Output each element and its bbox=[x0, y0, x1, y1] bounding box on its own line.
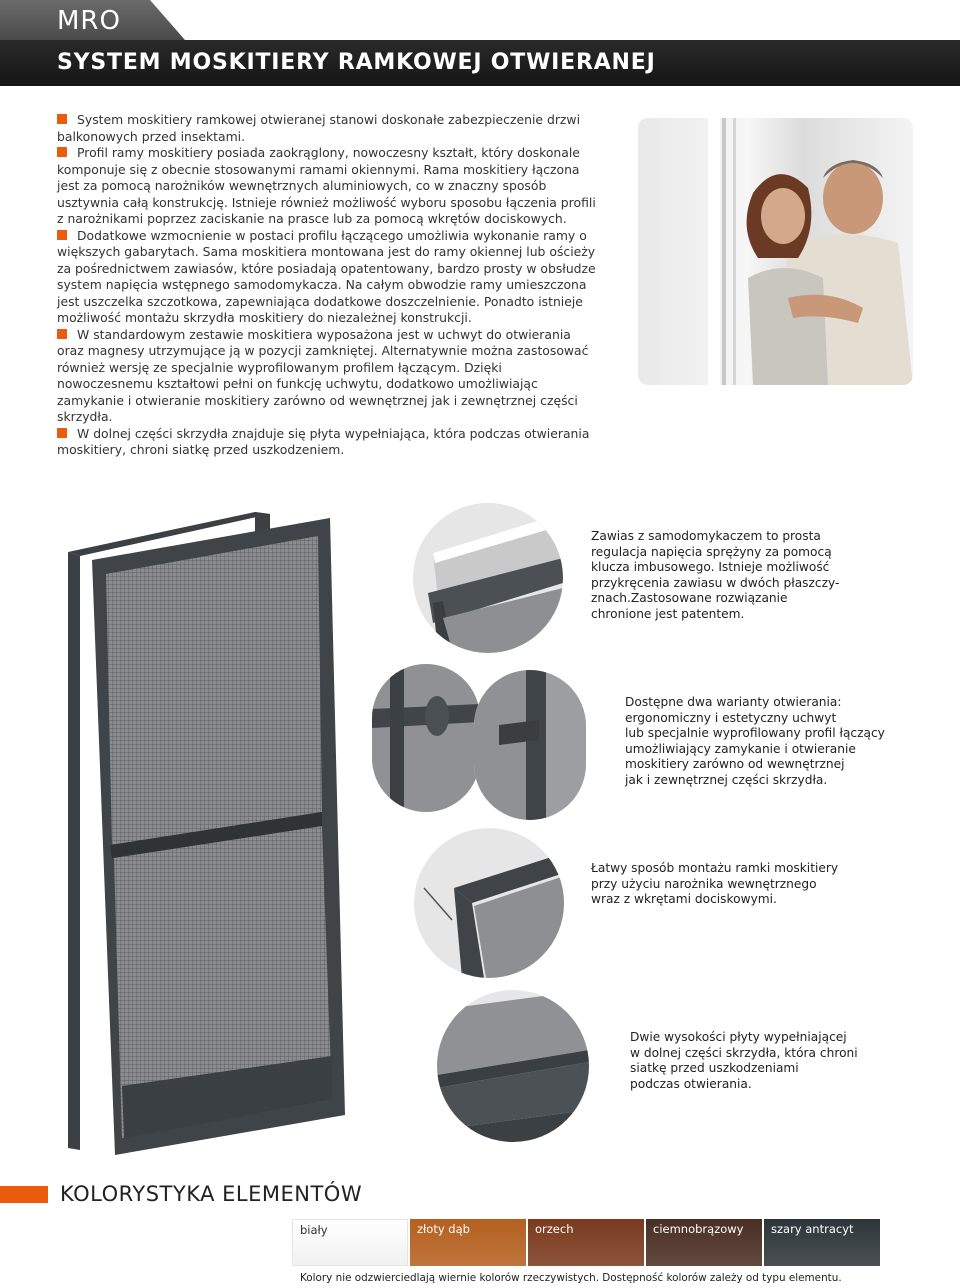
swatch-ciemnobrazowy bbox=[646, 1219, 762, 1266]
bullet-square-icon bbox=[57, 428, 67, 438]
bullet-square-icon bbox=[57, 147, 67, 157]
bullet-square-icon bbox=[57, 230, 67, 240]
filler-panel-caption: Dwie wysokości płyty wypełniającej w dolnej części skrzydła, która chroni siatkę przed uszkodzeniami podczas otwierania. bbox=[630, 1030, 858, 1091]
couple-photo bbox=[638, 118, 913, 385]
bullet-square-icon bbox=[57, 114, 67, 124]
hinge-drawing bbox=[413, 503, 563, 653]
handle-detail-image bbox=[372, 664, 480, 812]
intro-paragraph-3: Dodatkowe wzmocnienie w postaci profilu łączącego umożliwia wykonanie ramy o większych gabarytach. Sama moskitiera montowana jest do ramy okiennej lub ościeży za pośrednictwem zawiasów, które posiadają opatentowany, bardzo prosty w obsłudze system napięcia wstępnego samodomykacza. Na całym obwodzie ramy umieszczona jest uszczelka szczotkowa, zapewniająca dodatkowe doszczelnienie. Ponadto istnieje możliwość montażu skrzydła moskitiery do niezależnej konstrukcji. bbox=[57, 227, 596, 325]
swatch-orzech bbox=[528, 1219, 644, 1266]
section-accent-bar bbox=[0, 1186, 48, 1203]
colors-disclaimer: Kolory nie odzwierciedlają wiernie kolorów rzeczywistych. Dostępność kolorów zależy od typu elementu. bbox=[300, 1272, 842, 1284]
swatch-label: ciemnobrązowy bbox=[653, 1222, 744, 1236]
mosquito-door-illustration bbox=[40, 500, 365, 1160]
filler-panel-drawing bbox=[437, 990, 589, 1142]
corner-caption: Łatwy sposób montażu ramki moskitiery przy użyciu narożnika wewnętrznego wraz z wkrętami dociskowymi. bbox=[591, 861, 839, 907]
swatch-zloty-dab bbox=[410, 1219, 526, 1266]
intro-paragraph-4: W standardowym zestawie moskitiera wyposażona jest w uchwyt do otwierania oraz magnesy utrzymujące ją w pozycji zamkniętej. Alternatywnie można zastosować również wersję ze specjalnie wyprofilowanym profilem łączącym. Dzięki nowoczesnemu kształtowi pełni on funkcję uchwytu, dodatkowo umożliwiając zamykanie i otwieranie moskitiery zarówno od wewnętrznej jak i zewnętrznej części skrzydła. bbox=[57, 326, 589, 424]
filler-panel-detail-image bbox=[437, 990, 589, 1142]
handle-drawing bbox=[372, 664, 480, 812]
swatch-label: orzech bbox=[535, 1222, 574, 1236]
handle-caption: Dostępne dwa warianty otwierania: ergonomiczny i estetyczny uchwyt lub specjalnie wyprofilowany profil łączący umożliwiający zamykanie i otwieranie moskitiery zarówno od wewnętrznej jak i zewnętrznej części skrzydła. bbox=[625, 695, 885, 787]
swatch-label: złoty dąb bbox=[417, 1222, 470, 1236]
intro-paragraph-5: W dolnej części skrzydła znajduje się płyta wypełniająca, która podczas otwierania moskitiery, chroni siatkę przed uszkodzeniem. bbox=[57, 425, 590, 457]
connector-profile-drawing bbox=[474, 670, 586, 820]
page-title: SYSTEM MOSKITIERY RAMKOWEJ OTWIERANEJ bbox=[57, 50, 656, 75]
door-drawing bbox=[40, 500, 365, 1160]
swatch-bialy bbox=[292, 1219, 408, 1266]
corner-drawing bbox=[414, 828, 564, 978]
hinge-caption: Zawias z samodomykaczem to prosta regulacja napięcia sprężyny za pomocą klucza imbusowego. Istnieje możliwość przykręcenia zawiasu w dwóch płaszczy- znach.Zastosowane rozwiązanie chronione jest patentem. bbox=[591, 529, 840, 621]
series-label: MRO bbox=[57, 6, 121, 36]
colors-section-title: KOLORYSTYKA ELEMENTÓW bbox=[60, 1182, 363, 1206]
corner-detail-image bbox=[414, 828, 564, 978]
bullet-square-icon bbox=[57, 329, 67, 339]
swatch-label: biały bbox=[300, 1223, 328, 1237]
intro-paragraph-1: System moskitiery ramkowej otwieranej stanowi doskonałe zabezpieczenie drzwi balkonowych przed insektami. bbox=[57, 112, 581, 144]
hinge-detail-image bbox=[413, 503, 563, 653]
swatch-szary-antracyt bbox=[764, 1219, 880, 1266]
intro-text bbox=[57, 112, 599, 459]
intro-paragraph-2: Profil ramy moskitiery posiada zaokrąglony, nowoczesny kształt, który doskonale komponuje się z obecnie stosowanymi ramami okiennymi. Rama moskitiery łączona jest za pomocą narożników wewnętrznych aluminiowych, co w znaczny sposób usztywnia całą konstrukcję. Istnieje również możliwość wyboru sposobu łączenia profili z narożnikami poprzez zaciskanie na prasce lub za pomocą wkrętów dociskowych. bbox=[57, 145, 596, 226]
swatch-label: szary antracyt bbox=[771, 1222, 854, 1236]
connector-profile-detail-image bbox=[474, 670, 586, 820]
couple-illustration bbox=[638, 118, 913, 385]
